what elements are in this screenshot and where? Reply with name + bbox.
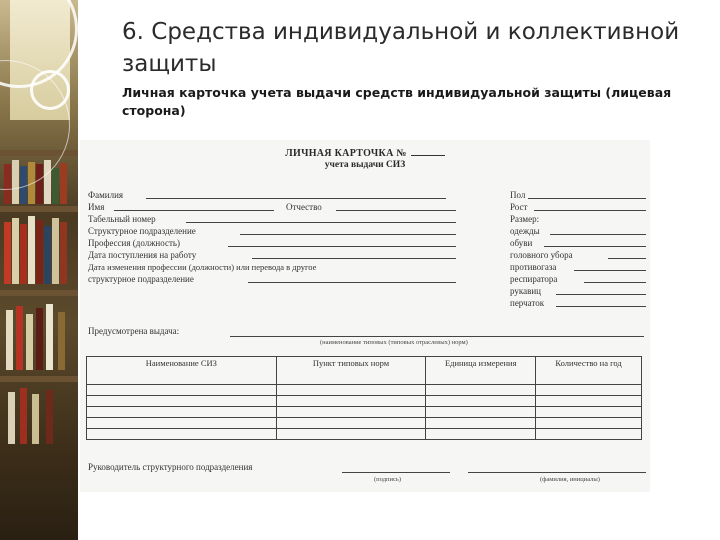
field-line [550,234,646,235]
form-heading: ЛИЧНАЯ КАРТОЧКА № [80,148,650,160]
field-line [240,234,456,235]
field-label: противогаза [510,262,557,272]
field-label: рукавиц [510,286,541,296]
table-header: Пункт типовых норм [276,357,426,385]
personal-card-form [80,140,650,492]
field-label: респиратора [510,274,558,284]
provided-label: Предусмотрена выдача: [88,326,180,336]
table-row [87,429,642,440]
field-line [114,210,274,211]
shelf [0,376,78,382]
field-label: Размер: [510,214,540,224]
field-line [584,282,646,283]
field-label: Имя [88,202,105,212]
field-line [336,210,456,211]
field-label: Отчество [286,202,322,212]
manager-label: Руководитель структурного подразделения [88,462,253,472]
name-hint: (фамилия, инициалы) [540,476,600,483]
table-header-row [87,357,642,385]
table-row [87,407,642,418]
table-header: Наименование СИЗ [87,357,277,385]
field-label: головного убора [510,250,573,260]
field-line [186,222,456,223]
field-line [146,198,446,199]
siz-table [86,356,642,440]
provided-hint: (наименование типовых (типовых отраслевых) норм) [320,339,468,346]
field-label: одежды [510,226,540,236]
field-label: Профессия (должность) [88,238,180,248]
field-label: Пол [510,190,526,200]
field-line [544,246,646,247]
form-heading-sub: учета выдачи СИЗ [324,160,406,170]
field-line [556,306,646,307]
field-label: Рост [510,202,528,212]
name-line [468,472,646,473]
decorative-bookshelf-photo [0,0,78,540]
slide-subtitle: Личная карточка учета выдачи средств индивидуальной защиты (лицевая сторона) [122,85,672,118]
field-line [528,198,646,199]
signature-hint: (подпись) [374,476,401,483]
field-label: Дата изменения профессии (должности) или перевода в другое [88,262,317,272]
field-line [556,294,646,295]
field-label: Табельный номер [88,214,156,224]
field-label: перчаток [510,298,545,308]
table-header: Количество на год [536,357,642,385]
field-line [574,270,646,271]
table-row [87,418,642,429]
field-label: Структурное подразделение [88,226,196,236]
field-label: Фамилия [88,190,124,200]
field-line [230,336,644,337]
field-line [228,246,456,247]
signature-line [342,472,450,473]
field-line [248,282,456,283]
table-header: Единица измерения [426,357,536,385]
field-line [534,210,646,211]
slide-title: 6. Средства индивидуальной и коллективной защиты [122,19,680,77]
field-label: обуви [510,238,533,248]
books-row [2,384,76,444]
shelf [0,290,78,296]
field-line [252,258,456,259]
books-row [2,214,76,284]
field-label: структурное подразделение [88,274,194,284]
table-row [87,385,642,396]
decorative-circle [30,70,70,110]
table-row [87,396,642,407]
books-row [2,300,76,370]
shelf [0,206,78,212]
field-line [608,258,646,259]
field-label: Дата поступления на работу [88,250,197,260]
